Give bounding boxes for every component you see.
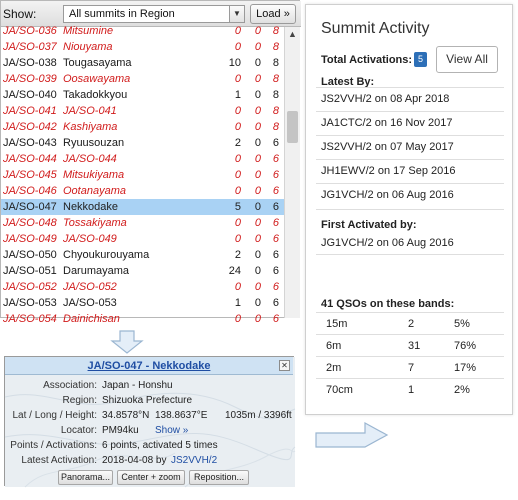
latest-activation-item[interactable]: JS2VVH/2 on 07 May 2017 [316,135,504,158]
summit-points: 1 [234,89,241,101]
popup-title-link[interactable]: JA/SO-047 - Nekkodake [87,360,211,372]
summit-name: JA/SO-044 [63,153,117,165]
latest-activation-date: 2018-04-08 by [102,455,167,466]
total-activations-badge: 5 [414,52,427,67]
summit-row[interactable] [1,231,284,247]
summit-name: Niouyama [63,41,113,53]
summit-points-total: 6 [272,297,279,309]
summit-points-total: 6 [272,265,279,277]
band-name: 70cm [326,384,353,396]
arrow-right-icon [315,420,389,448]
summit-bonus: 0 [254,249,261,261]
summit-name: Oosawayama [63,73,131,85]
summit-points: 2 [234,249,241,261]
summit-points: 0 [234,281,241,293]
center-zoom-button[interactable]: Center + zoom [117,470,185,485]
summit-points-total: 6 [272,313,279,325]
summit-points-total: 6 [272,281,279,293]
popup-header [5,357,293,375]
summit-row[interactable] [1,263,284,279]
summit-bonus: 0 [254,201,261,213]
band-name: 6m [326,340,342,352]
summit-ref: JA/SO-052 [3,281,57,293]
summit-points: 0 [234,169,241,181]
summit-bonus: 0 [254,169,261,181]
latest-activation-item[interactable]: JS2VVH/2 on 08 Apr 2018 [316,87,504,110]
activity-title: Summit Activity [321,20,430,37]
summit-bonus: 0 [254,233,261,245]
summit-bonus: 0 [254,25,261,37]
map-background [5,357,295,487]
summit-ref: JA/SO-045 [3,169,57,181]
summit-bonus: 0 [254,185,261,197]
summit-points-total: 6 [272,249,279,261]
summit-points: 0 [234,121,241,133]
divider [316,209,504,210]
summit-name: Dainichisan [63,313,120,325]
summit-points: 1 [234,297,241,309]
band-count: 1 [408,384,415,396]
summit-bonus: 0 [254,217,261,229]
summit-ref: JA/SO-042 [3,121,57,133]
first-activation-item[interactable]: JG1VCH/2 on 06 Aug 2016 [316,232,504,255]
band-name: 15m [326,318,348,330]
summit-bonus: 0 [254,89,261,101]
latitude-value: 34.8578°N [102,410,150,421]
region-value: Shizuoka Prefecture [102,395,193,406]
locator-label: Locator: [60,425,97,436]
summit-points-total: 8 [272,105,279,117]
total-activations-label: Total Activations: [321,54,413,66]
height-value: 1035m / 3396ft [225,410,292,421]
summit-row[interactable] [1,119,284,135]
summit-row[interactable] [1,23,284,39]
points-value: 6 points, activated 5 times [102,440,218,451]
load-button[interactable]: Load » [250,4,296,24]
summit-points-total: 6 [272,185,279,197]
summit-row[interactable] [1,151,284,167]
region-select-value: All summits in Region [69,8,175,20]
summit-points-total: 8 [272,73,279,85]
summit-name: JA/SO-049 [63,233,117,245]
summit-bonus: 0 [254,281,261,293]
summit-ref: JA/SO-038 [3,57,57,69]
summit-row[interactable] [1,39,284,55]
summit-name: Ryuusouzan [63,137,125,149]
summit-name: JA/SO-053 [63,297,117,309]
qsos-heading: 41 QSOs on these bands: [321,298,455,310]
summit-points-total: 6 [272,169,279,181]
summit-row[interactable] [1,247,284,263]
summit-bonus: 0 [254,73,261,85]
summit-points: 0 [234,217,241,229]
summit-points: 5 [234,201,241,213]
summit-row[interactable] [1,71,284,87]
summit-ref: JA/SO-049 [3,233,57,245]
association-value: Japan - Honshu [102,380,173,391]
association-label: Association: [43,380,97,391]
summit-points-total: 6 [272,153,279,165]
region-select[interactable] [63,5,245,23]
summit-points: 0 [234,41,241,53]
summit-points: 0 [234,105,241,117]
summit-activity-panel [305,4,513,415]
summit-points-total: 8 [272,57,279,69]
summit-bonus: 0 [254,41,261,53]
summit-name: JA/SO-041 [63,105,117,117]
summit-ref: JA/SO-040 [3,89,57,101]
summit-points: 0 [234,185,241,197]
latest-by-heading: Latest By: [321,76,375,88]
band-name: 2m [326,362,342,374]
summit-row[interactable] [1,135,284,151]
summit-ref: JA/SO-039 [3,73,57,85]
summit-points-total: 8 [272,25,279,37]
arrow-down-icon [110,330,144,354]
summit-bonus: 0 [254,265,261,277]
summit-bonus: 0 [254,297,261,309]
summit-points-total: 6 [272,137,279,149]
latest-activator-link[interactable]: JS2VVH/2 [171,455,218,466]
summit-name: Darumayama [63,265,130,277]
summit-points: 0 [234,25,241,37]
panorama-button[interactable]: Panorama... [58,470,113,485]
first-activated-heading: First Activated by: [321,219,417,231]
summit-bonus: 0 [254,153,261,165]
summit-ref: JA/SO-044 [3,153,57,165]
band-percent: 2% [454,384,470,396]
summit-name: JA/SO-052 [63,281,117,293]
latest-activation-item[interactable]: JH1EWV/2 on 17 Sep 2016 [316,159,504,182]
summit-row[interactable] [1,279,284,295]
summit-list-panel [0,0,300,325]
summit-points: 0 [234,233,241,245]
scroll-up-icon[interactable]: ▲ [288,29,297,39]
summit-ref: JA/SO-036 [3,25,57,37]
summit-ref: JA/SO-050 [3,249,57,261]
summit-points: 0 [234,73,241,85]
summit-ref: JA/SO-043 [3,137,57,149]
summit-table [1,25,284,325]
summit-bonus: 0 [254,137,261,149]
summit-points-total: 8 [272,121,279,133]
band-row [316,334,504,356]
summit-name: Mitsumine [63,25,114,37]
summit-ref: JA/SO-051 [3,265,57,277]
summit-ref: JA/SO-047 [3,201,57,213]
summit-row[interactable] [1,183,284,199]
summit-row[interactable] [1,55,284,71]
summit-ref: JA/SO-053 [3,297,57,309]
summit-points-total: 8 [272,89,279,101]
summit-bonus: 0 [254,105,261,117]
summit-bonus: 0 [254,313,261,325]
band-count: 31 [408,340,421,352]
summit-points: 24 [228,265,241,277]
summit-ref: JA/SO-054 [3,313,57,325]
band-percent: 76% [454,340,477,352]
band-row [316,312,504,334]
summit-name: Tossakiyama [63,217,127,229]
coords-label: Lat / Long / Height: [12,410,97,421]
summit-name: Chyoukurouyama [63,249,150,261]
summit-name: Takadokkyou [63,89,128,101]
chevron-down-icon[interactable]: ▼ [229,6,244,22]
show-link[interactable]: Show » [155,425,189,436]
summit-ref: JA/SO-037 [3,41,57,53]
latest-activation-item[interactable]: JG1VCH/2 on 06 Aug 2016 [316,183,504,206]
summit-points-total: 6 [272,233,279,245]
summit-row[interactable] [1,311,284,327]
summit-row[interactable] [1,167,284,183]
summit-name: Tougasayama [63,57,132,69]
summit-row[interactable] [1,295,284,311]
show-label: Show: [3,7,37,21]
summit-points-total: 6 [272,217,279,229]
reposition-button[interactable]: Reposition... [189,470,249,485]
band-count: 7 [408,362,415,374]
summit-points-total: 8 [272,41,279,53]
band-count: 2 [408,318,415,330]
summit-popup [4,356,294,486]
summit-points: 0 [234,313,241,325]
band-percent: 17% [454,362,477,374]
summit-row-selected[interactable] [1,199,284,215]
summit-row[interactable] [1,87,284,103]
region-label: Region: [62,395,97,406]
band-percent: 5% [454,318,470,330]
summit-ref: JA/SO-041 [3,105,57,117]
summit-ref: JA/SO-048 [3,217,57,229]
view-all-button[interactable]: View All [436,46,498,73]
latest-activation-label: Latest Activation: [21,455,97,466]
band-row [316,378,504,400]
summit-points-total: 6 [272,201,279,213]
summit-row[interactable] [1,103,284,119]
summit-points: 0 [234,153,241,165]
summit-name: Kashiyama [63,121,118,133]
summit-name: Ootanayama [63,185,126,197]
scroll-thumb[interactable] [287,111,298,143]
summit-name: Mitsukiyama [63,169,125,181]
list-scrollbar[interactable] [284,27,300,318]
points-label: Points / Activations: [10,440,97,451]
close-icon[interactable]: ✕ [279,360,290,371]
summit-bonus: 0 [254,121,261,133]
summit-points: 2 [234,137,241,149]
summit-ref: JA/SO-046 [3,185,57,197]
summit-row[interactable] [1,215,284,231]
summit-name: Nekkodake [63,201,119,213]
band-row [316,356,504,378]
locator-value: PM94ku [102,425,139,436]
summit-points: 10 [228,57,241,69]
summit-bonus: 0 [254,57,261,69]
longitude-value: 138.8637°E [155,410,208,421]
latest-activation-item[interactable]: JA1CTC/2 on 16 Nov 2017 [316,111,504,134]
